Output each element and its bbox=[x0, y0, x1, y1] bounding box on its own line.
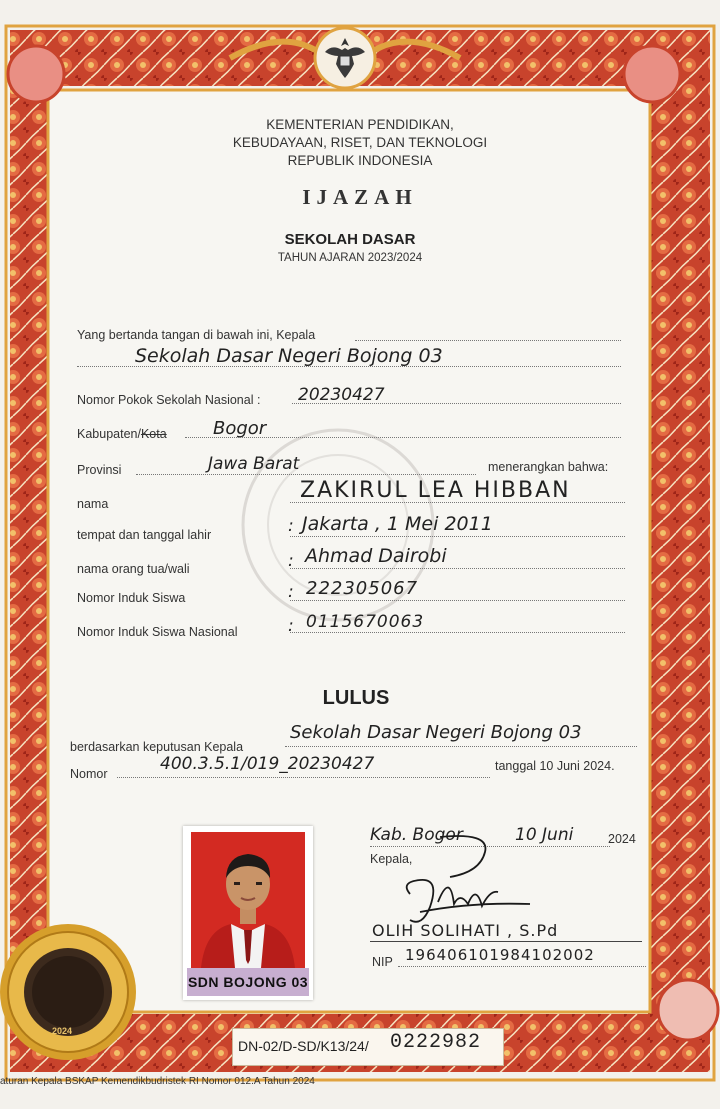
student-portrait-icon bbox=[191, 832, 305, 968]
parent-colon: : bbox=[288, 551, 294, 571]
school-level: SEKOLAH DASAR bbox=[284, 231, 416, 248]
signature-place: Kab. Bogor bbox=[370, 825, 463, 845]
dotted-line bbox=[77, 366, 621, 367]
ttl-label: tempat dan tanggal lahir bbox=[77, 528, 212, 542]
dotted-line bbox=[355, 340, 621, 341]
npsn-value: 20230427 bbox=[298, 385, 385, 405]
nisn-label: Nomor Induk Siswa Nasional bbox=[77, 625, 238, 639]
dotted-line bbox=[290, 600, 625, 601]
nip-value: 196406101984102002 bbox=[405, 946, 595, 964]
decision-date: tanggal 10 Juni 2024. bbox=[495, 759, 615, 773]
kabupaten-value: Bogor bbox=[213, 418, 267, 439]
states-label: menerangkan bahwa: bbox=[488, 460, 609, 474]
dotted-line bbox=[290, 632, 625, 633]
npsn-label: Nomor Pokok Sekolah Nasional : bbox=[77, 393, 261, 407]
decision-label: berdasarkan keputusan Kepala bbox=[70, 740, 244, 754]
nis-value: 222305067 bbox=[306, 578, 419, 599]
photo-background bbox=[191, 832, 305, 968]
nisn-colon: : bbox=[288, 616, 294, 636]
nama-value: ZAKIRUL LEA HIBBAN bbox=[300, 478, 571, 503]
nomor-label: Nomor bbox=[70, 767, 108, 781]
kabupaten-label-group bbox=[77, 427, 167, 441]
academic-year: TAHUN AJARAN 2023/2024 bbox=[277, 252, 423, 264]
gold-seal bbox=[0, 918, 146, 1064]
signature-year: 2024 bbox=[608, 832, 636, 846]
seal-year: 2024 bbox=[52, 1026, 73, 1036]
dotted-line bbox=[185, 437, 621, 438]
dotted-line bbox=[285, 746, 637, 747]
ministry-line-2: KEBUDAYAAN, RISET, DAN TEKNOLOGI bbox=[232, 135, 488, 150]
dotted-line bbox=[290, 536, 625, 537]
provinsi-label: Provinsi bbox=[77, 463, 122, 477]
nip-label: NIP bbox=[372, 955, 393, 969]
dotted-line bbox=[136, 474, 476, 475]
ministry-line-1: KEMENTERIAN PENDIDIKAN, bbox=[266, 117, 454, 132]
serial-prefix: DN-02/D-SD/K13/24/ bbox=[238, 1038, 369, 1054]
parent-value: Ahmad Dairobi bbox=[305, 545, 447, 567]
handwritten-signature bbox=[390, 832, 550, 932]
intro-label: Yang bertanda tangan di bawah ini, Kepala bbox=[77, 328, 316, 342]
nomor-value: 400.3.5.1/019_20230427 bbox=[160, 754, 375, 774]
signature-underline bbox=[370, 941, 642, 942]
certificate-title: IJAZAH bbox=[302, 185, 418, 209]
student-photo bbox=[183, 826, 313, 1000]
signatory-name: OLIH SOLIHATI , S.Pd bbox=[372, 921, 559, 940]
serial-number: 0222982 bbox=[390, 1031, 482, 1054]
parent-label: nama orang tua/wali bbox=[77, 562, 190, 576]
kota-label: Kota bbox=[140, 427, 167, 441]
nis-label: Nomor Induk Siswa bbox=[77, 591, 186, 605]
dotted-line bbox=[292, 403, 621, 404]
dotted-line bbox=[290, 502, 625, 503]
photo-caption: SDN BOJONG 03 bbox=[187, 968, 309, 996]
ttl-value: Jakarta , 1 Mei 2011 bbox=[302, 513, 493, 535]
nis-colon: : bbox=[288, 582, 294, 602]
nama-label: nama bbox=[77, 497, 109, 511]
regulation-note: aturan Kepala BSKAP Kemendikbudristek RI Nomor 012.A Tahun 2024 bbox=[0, 1076, 315, 1087]
graduation-status: LULUS bbox=[322, 687, 390, 709]
signature-day-month: 10 Juni bbox=[515, 825, 574, 845]
ministry-line-3: REPUBLIK INDONESIA bbox=[287, 153, 433, 168]
nisn-value: 0115670063 bbox=[306, 612, 425, 632]
provinsi-value: Jawa Barat bbox=[208, 454, 300, 474]
dotted-line bbox=[117, 777, 490, 778]
dotted-line bbox=[398, 966, 646, 967]
ttl-colon: : bbox=[288, 516, 294, 536]
garuda-emblem-icon bbox=[322, 34, 368, 82]
dotted-line bbox=[290, 568, 625, 569]
decision-school: Sekolah Dasar Negeri Bojong 03 bbox=[290, 722, 582, 743]
kabupaten-label: Kabupaten/ bbox=[77, 427, 141, 441]
signature-role: Kepala, bbox=[370, 852, 413, 866]
school-name: Sekolah Dasar Negeri Bojong 03 bbox=[135, 345, 443, 367]
